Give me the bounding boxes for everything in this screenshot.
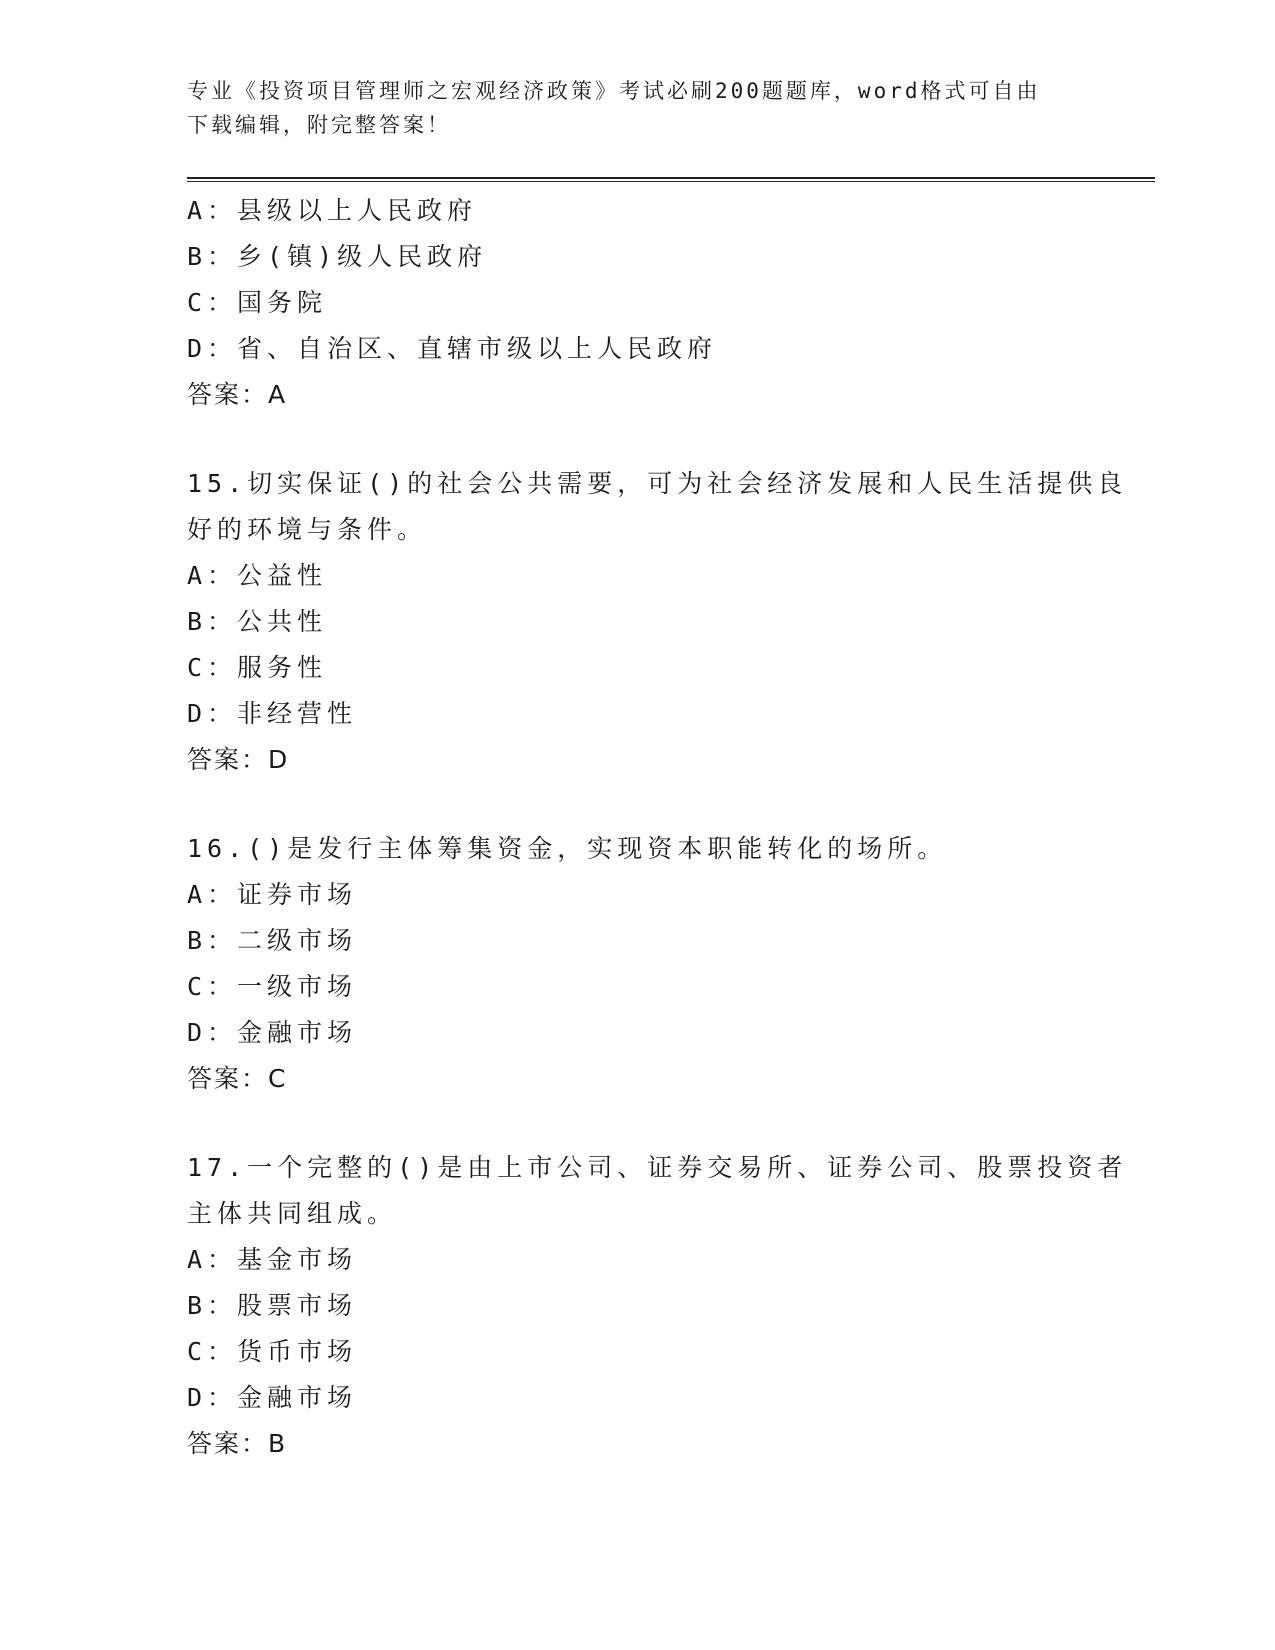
question-15	[187, 461, 1128, 783]
question-content	[187, 188, 1128, 1467]
question-stem-line-1: 17.一个完整的()是由上市公司、证券交易所、证券公司、股票投资者	[187, 1153, 1128, 1182]
question-stem-line-1: 15.切实保证()的社会公共需要，可为社会经济发展和人民生活提供良	[187, 469, 1128, 498]
answer: 答案：C	[187, 1064, 288, 1093]
option-c: C：一级市场	[187, 972, 358, 1001]
option-b: B：公共性	[187, 607, 328, 636]
option-c: C：国务院	[187, 288, 328, 317]
option-c: C：服务性	[187, 653, 328, 682]
option-d: D：金融市场	[187, 1018, 358, 1047]
question-stem-line-2: 主体共同组成。	[187, 1199, 398, 1228]
option-d: D：省、自治区、直辖市级以上人民政府	[187, 334, 718, 363]
header-divider-thick	[187, 177, 1155, 179]
header-divider-thin	[187, 181, 1155, 182]
question-17	[187, 1145, 1128, 1467]
header-line-1: 专业《投资项目管理师之宏观经济政策》考试必刷200题题库，word格式可自由	[187, 79, 1041, 103]
option-c: C：货币市场	[187, 1337, 358, 1366]
question-gap	[187, 783, 1087, 826]
header-line-2: 下载编辑，附完整答案！	[187, 113, 451, 137]
document-header	[187, 74, 1067, 142]
answer: 答案：B	[187, 1429, 288, 1458]
option-b: B：股票市场	[187, 1291, 358, 1320]
question-gap	[187, 1102, 1087, 1145]
option-a: A：公益性	[187, 561, 328, 590]
option-d: D：金融市场	[187, 1383, 358, 1412]
option-a: A：基金市场	[187, 1245, 358, 1274]
option-d: D：非经营性	[187, 699, 358, 728]
question-gap	[187, 418, 1087, 461]
answer: 答案：D	[187, 745, 290, 774]
question-stem-line-1: 16.()是发行主体筹集资金，实现资本职能转化的场所。	[187, 834, 948, 863]
question-16	[187, 826, 1087, 1102]
option-b: B：二级市场	[187, 926, 358, 955]
answer: 答案：A	[187, 380, 288, 409]
option-a: A：县级以上人民政府	[187, 196, 478, 225]
option-b: B：乡(镇)级人民政府	[187, 242, 488, 271]
option-a: A：证券市场	[187, 880, 358, 909]
question-stem-line-2: 好的环境与条件。	[187, 515, 428, 544]
question-14-continuation	[187, 188, 1087, 418]
